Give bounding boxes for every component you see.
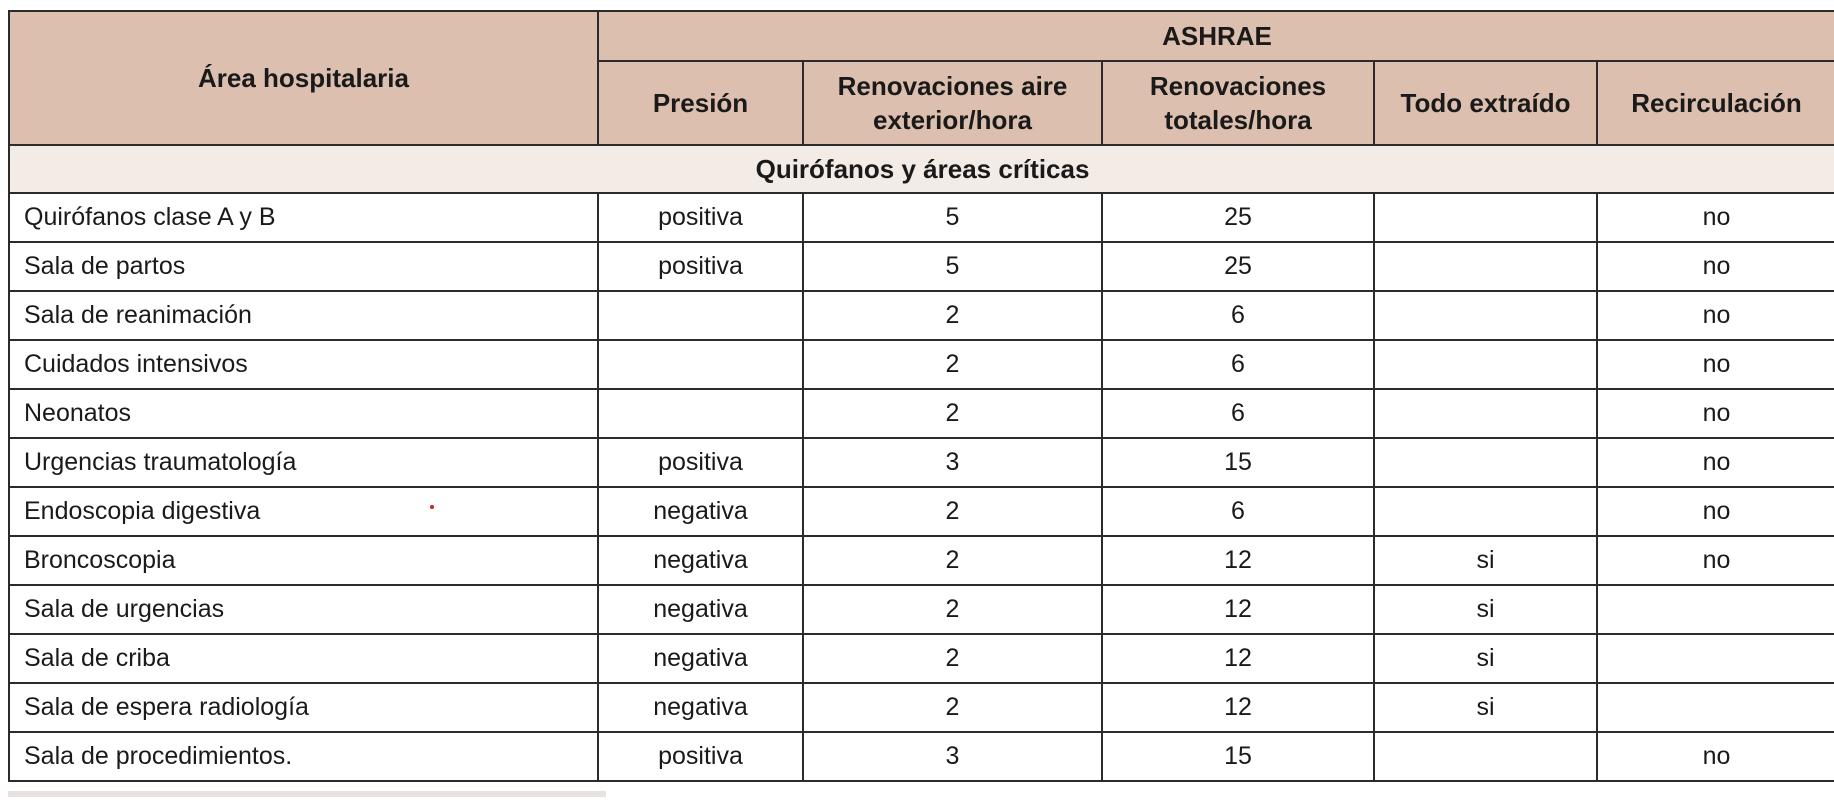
cell-totales: 12 <box>1102 585 1374 634</box>
cell-aire-exterior: 2 <box>803 389 1102 438</box>
table-row <box>9 536 1834 585</box>
area-label: Endoscopia digestiva <box>24 497 261 525</box>
cell-aire-exterior: 2 <box>803 340 1102 389</box>
red-mark-dot <box>430 505 434 509</box>
cell-aire-exterior: 3 <box>803 732 1102 781</box>
cell-presion: positiva <box>598 438 803 487</box>
cell-todo-extraido <box>1374 732 1597 781</box>
cell-totales: 25 <box>1102 242 1374 291</box>
area-label: Sala de reanimación <box>24 301 252 329</box>
cell-presion <box>598 291 803 340</box>
cell-todo-extraido <box>1374 193 1597 242</box>
cell-recirculacion <box>1597 585 1834 634</box>
cell-presion: negativa <box>598 487 803 536</box>
bottom-divider <box>8 791 606 797</box>
table-header <box>9 11 1834 145</box>
section-header <box>9 145 1834 193</box>
table-row <box>9 389 1834 438</box>
cell-recirculacion <box>1597 683 1834 732</box>
cell-aire-exterior: 3 <box>803 438 1102 487</box>
cell-presion: positiva <box>598 242 803 291</box>
cell-todo-extraido: si <box>1374 634 1597 683</box>
cell-area <box>9 340 598 389</box>
cell-totales: 6 <box>1102 389 1374 438</box>
area-label: Sala de criba <box>24 644 170 672</box>
section-title: Quirófanos y áreas críticas <box>9 145 1834 193</box>
table-row <box>9 634 1834 683</box>
cell-totales: 12 <box>1102 683 1374 732</box>
header-presion: Presión <box>598 61 803 145</box>
cell-recirculacion: no <box>1597 389 1834 438</box>
cell-todo-extraido <box>1374 438 1597 487</box>
cell-presion: positiva <box>598 193 803 242</box>
cell-recirculacion: no <box>1597 536 1834 585</box>
header-todo-extraido: Todo extraído <box>1374 61 1597 145</box>
cell-recirculacion: no <box>1597 193 1834 242</box>
cell-todo-extraido <box>1374 340 1597 389</box>
table-body <box>9 193 1834 781</box>
cell-aire-exterior: 2 <box>803 536 1102 585</box>
cell-recirculacion: no <box>1597 340 1834 389</box>
header-renovaciones-totales: Renovaciones totales/hora <box>1102 61 1374 145</box>
cell-recirculacion: no <box>1597 732 1834 781</box>
table-row <box>9 585 1834 634</box>
table-row <box>9 487 1834 536</box>
cell-todo-extraido: si <box>1374 536 1597 585</box>
cell-todo-extraido <box>1374 389 1597 438</box>
cell-area <box>9 291 598 340</box>
area-label: Quirófanos clase A y B <box>24 203 276 231</box>
header-ashrae-group: ASHRAE <box>598 11 1834 61</box>
cell-area <box>9 683 598 732</box>
cell-todo-extraido <box>1374 242 1597 291</box>
cell-totales: 6 <box>1102 340 1374 389</box>
cell-totales: 25 <box>1102 193 1374 242</box>
cell-presion <box>598 340 803 389</box>
cell-area <box>9 536 598 585</box>
area-label: Sala de urgencias <box>24 595 225 623</box>
cell-totales: 12 <box>1102 536 1374 585</box>
cell-recirculacion: no <box>1597 487 1834 536</box>
cell-area <box>9 585 598 634</box>
cell-aire-exterior: 2 <box>803 487 1102 536</box>
cell-area <box>9 487 598 536</box>
cell-todo-extraido: si <box>1374 585 1597 634</box>
cell-totales: 6 <box>1102 487 1374 536</box>
cell-aire-exterior: 5 <box>803 193 1102 242</box>
cell-presion: negativa <box>598 536 803 585</box>
table-row <box>9 340 1834 389</box>
table-row <box>9 193 1834 242</box>
cell-aire-exterior: 2 <box>803 291 1102 340</box>
cell-area <box>9 242 598 291</box>
cell-area <box>9 389 598 438</box>
cell-totales: 15 <box>1102 732 1374 781</box>
cell-todo-extraido: si <box>1374 683 1597 732</box>
table-row <box>9 732 1834 781</box>
cell-area <box>9 193 598 242</box>
cell-presion: negativa <box>598 585 803 634</box>
cell-presion <box>598 389 803 438</box>
cell-todo-extraido <box>1374 487 1597 536</box>
area-label: Sala de espera radiología <box>24 693 309 721</box>
area-label: Cuidados intensivos <box>24 350 248 378</box>
table-row <box>9 683 1834 732</box>
area-label: Urgencias traumatología <box>24 448 297 476</box>
cell-recirculacion <box>1597 634 1834 683</box>
cell-aire-exterior: 2 <box>803 683 1102 732</box>
ashrae-ventilation-table <box>8 10 1834 782</box>
cell-totales: 15 <box>1102 438 1374 487</box>
cell-aire-exterior: 2 <box>803 585 1102 634</box>
cell-totales: 6 <box>1102 291 1374 340</box>
cell-presion: positiva <box>598 732 803 781</box>
cell-area <box>9 634 598 683</box>
cell-aire-exterior: 5 <box>803 242 1102 291</box>
cell-recirculacion: no <box>1597 438 1834 487</box>
cell-aire-exterior: 2 <box>803 634 1102 683</box>
area-label: Sala de partos <box>24 252 186 280</box>
header-area-hospitalaria: Área hospitalaria <box>9 11 598 145</box>
table-row <box>9 291 1834 340</box>
header-row-top <box>9 11 1834 61</box>
table-row <box>9 242 1834 291</box>
area-label: Neonatos <box>24 399 132 427</box>
cell-recirculacion: no <box>1597 291 1834 340</box>
cell-area <box>9 438 598 487</box>
cell-area <box>9 732 598 781</box>
cell-todo-extraido <box>1374 291 1597 340</box>
header-recirculacion: Recirculación <box>1597 61 1834 145</box>
section-row <box>9 145 1834 193</box>
cell-presion: negativa <box>598 634 803 683</box>
header-renovaciones-aire-exterior: Renovaciones aire exterior/hora <box>803 61 1102 145</box>
cell-totales: 12 <box>1102 634 1374 683</box>
cell-presion: negativa <box>598 683 803 732</box>
cell-recirculacion: no <box>1597 242 1834 291</box>
table-row <box>9 438 1834 487</box>
area-label: Broncoscopia <box>24 546 176 574</box>
area-label: Sala de procedimientos. <box>24 742 293 770</box>
ventilation-table-container <box>8 10 1834 782</box>
